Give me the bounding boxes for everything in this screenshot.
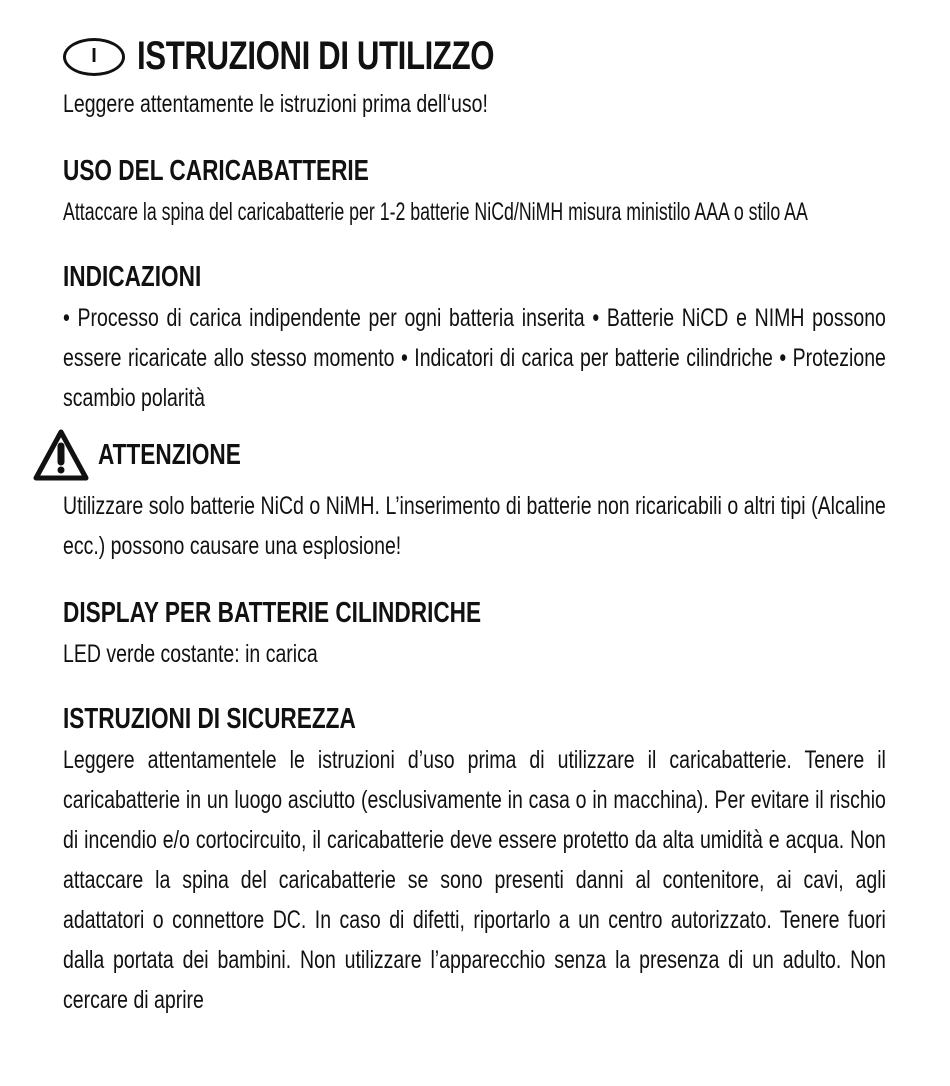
- section-heading-sicurezza: ISTRUZIONI DI SICUREZZA: [63, 703, 356, 735]
- section-sicurezza: [63, 702, 886, 736]
- section-heading-indicazioni: INDICAZIONI: [63, 261, 202, 293]
- section-heading-attenzione: ATTENZIONE: [98, 439, 241, 471]
- section-attenzione-body: [63, 486, 886, 566]
- intro-text: Leggere attentamente le istruzioni prima dell‘uso!: [63, 90, 488, 118]
- warning-triangle-icon: [32, 428, 90, 482]
- section-indicazioni: [63, 260, 886, 294]
- title-row: [63, 34, 595, 79]
- intro-block: [63, 84, 886, 124]
- section-heading-uso: USO DEL CARICABATTERIE: [63, 155, 369, 187]
- page-title: ISTRUZIONI DI UTILIZZO: [137, 34, 495, 78]
- section-text-sicurezza: Leggere attentamentele le istruzioni d’uso prima di utilizzare il caricabatterie. Tenere il caricabatterie in un luogo asciutto (esclusivamente in casa o in macchina). Per evitare il rischio di incendio e/o cortocircuito, il caricabatterie deve essere protetto da alta umidità e acqua. Non attaccare la spina del caricabatterie se sono presenti danni al contenitore, ai cavi, agli adattatori o connettore DC. In caso di difetti, riportarlo a un centro autorizzato. Tenere fuori dalla portata dei bambini. Non utilizzare l’apparecchio senza la presenza di un adulto. Non cercare di aprire: [63, 746, 886, 1014]
- section-text-attenzione: Utilizzare solo batterie NiCd o NiMH. L’inserimento di batterie non ricaricabili o altri tipi (Alcaline ecc.) possono causare una esplosione!: [63, 492, 886, 560]
- section-display: [63, 596, 886, 630]
- section-display-body: [63, 634, 886, 674]
- section-uso: [63, 154, 886, 188]
- section-attenzione-header: [32, 428, 281, 482]
- section-sicurezza-body: [63, 740, 886, 1020]
- section-uso-body: [63, 192, 886, 232]
- language-badge: I: [63, 38, 125, 76]
- section-indicazioni-body: [63, 298, 886, 418]
- section-text-indicazioni: • Processo di carica indipendente per ogni batteria inserita • Batterie NiCD e NIMH possono essere ricaricate allo stesso momento • Indicatori di carica per batterie cilindriche • Protezione scambio polarità: [63, 304, 886, 412]
- section-heading-display: DISPLAY PER BATTERIE CILINDRICHE: [63, 597, 482, 629]
- section-text-display: LED verde costante: in carica: [63, 640, 318, 668]
- section-text-uso: Attaccare la spina del caricabatterie per 1-2 batterie NiCd/NiMH misura ministilo AAA o stilo AA: [63, 198, 808, 226]
